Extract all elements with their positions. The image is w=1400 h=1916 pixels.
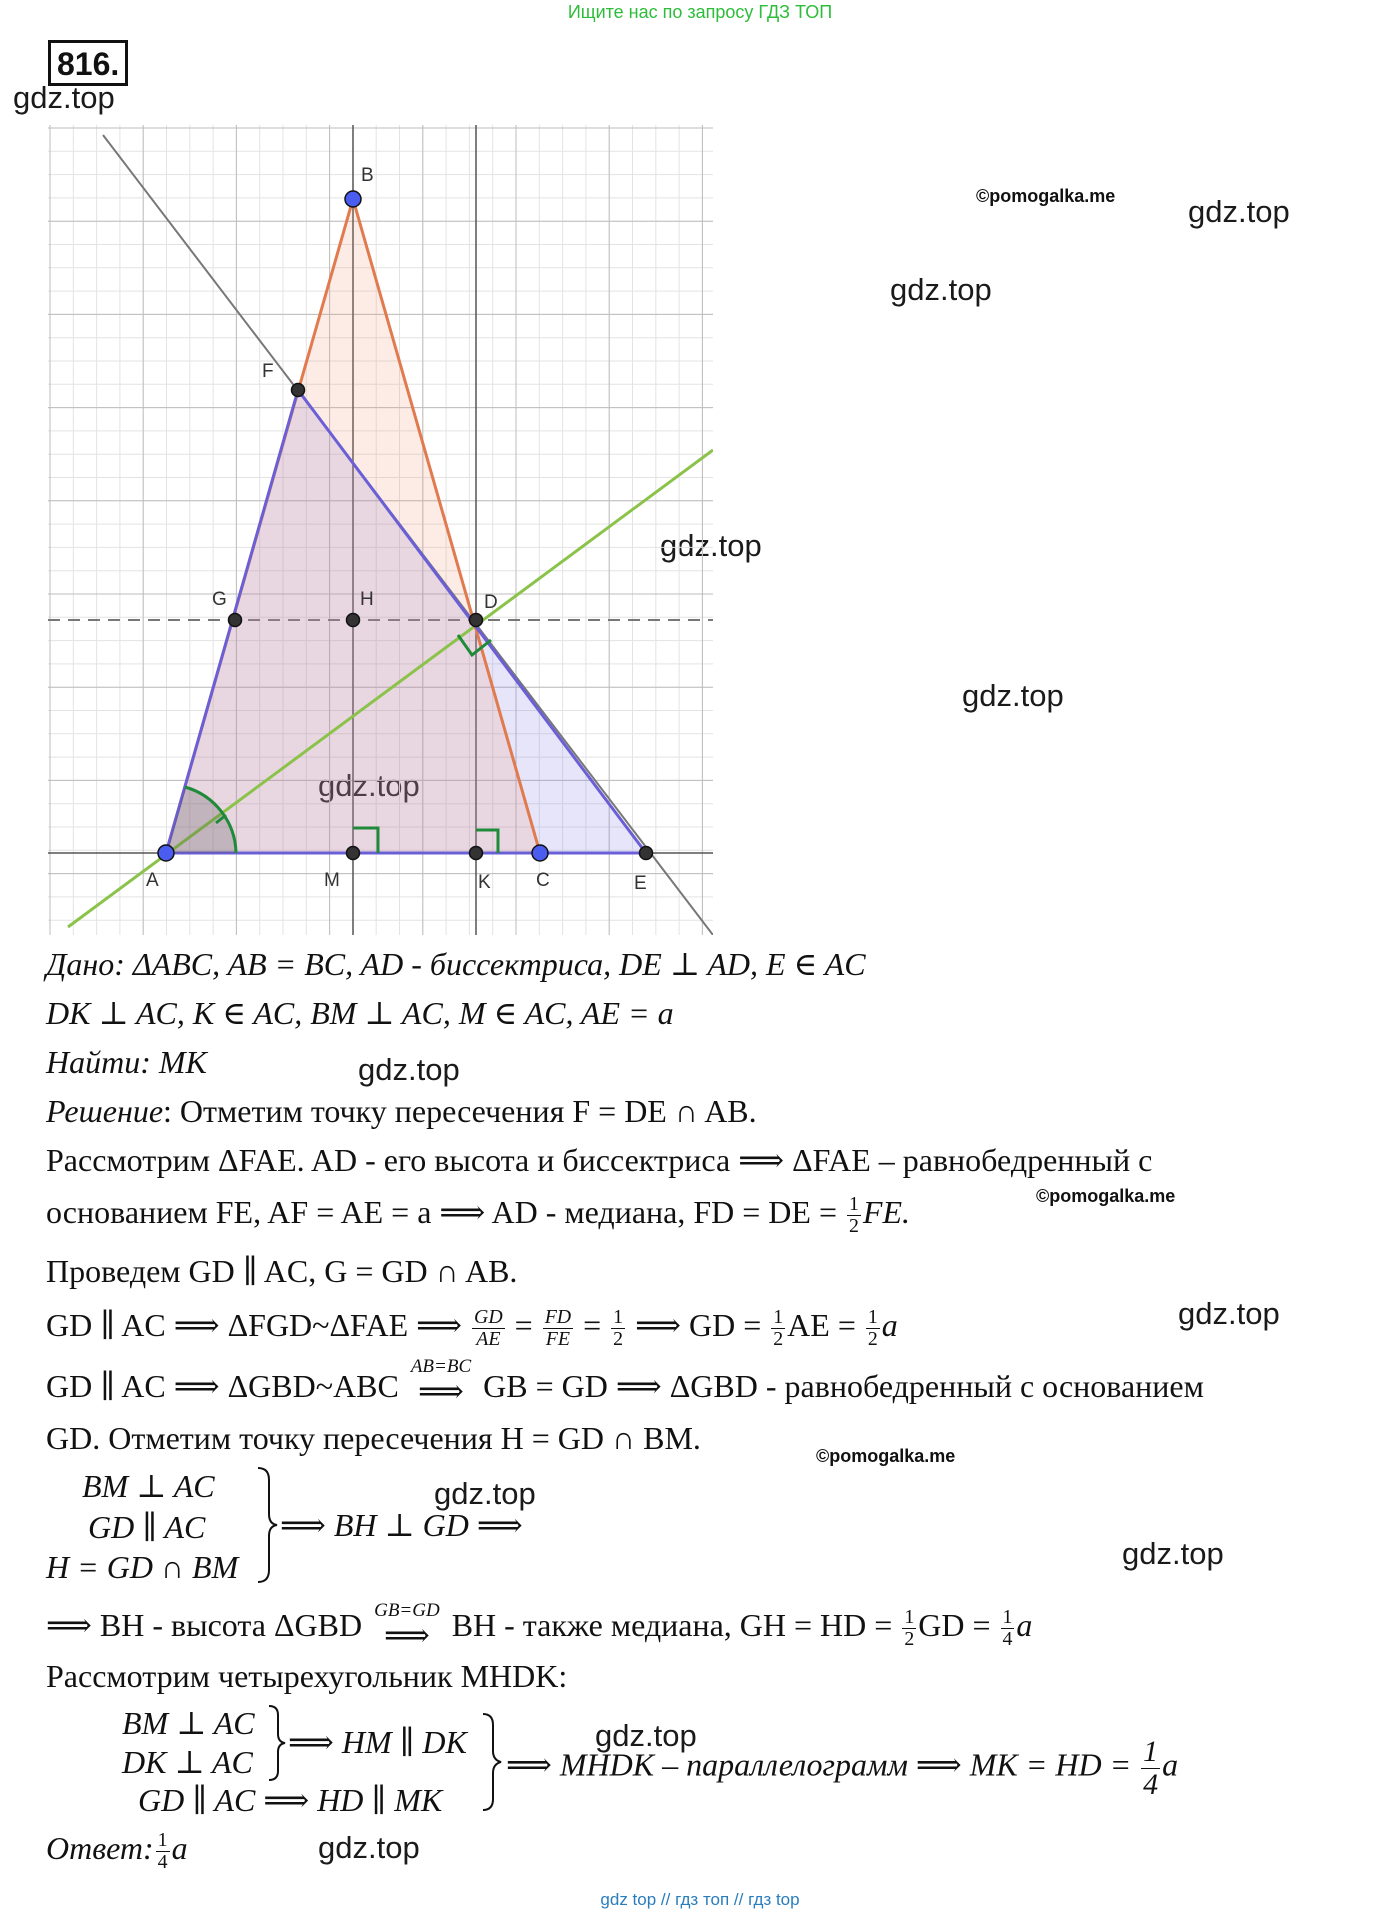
- text-segment: AE =: [787, 1307, 864, 1343]
- label-b: B: [361, 165, 374, 186]
- label-c: C: [536, 870, 550, 891]
- label-d: D: [484, 592, 498, 613]
- find-label: Найти: [46, 1044, 141, 1080]
- system-2-result: [506, 1736, 1178, 1800]
- right-brace: [480, 1712, 504, 1812]
- fraction-half: $\frac{1}{2}$: [867, 1306, 878, 1351]
- fraction-half: $\frac{1}{2}$: [773, 1306, 784, 1351]
- text-segment: FE.: [862, 1194, 911, 1230]
- solution-line-2: Рассмотрим ΔFAE. AD - его высота и биссектриса ⟹ ΔFAE – равнобедренный с: [46, 1142, 1153, 1178]
- point-e: [640, 847, 653, 860]
- fraction-half: $\frac{1}{2}$: [849, 1193, 859, 1238]
- triangle-abc-fill: [166, 199, 540, 853]
- right-brace: [266, 1704, 288, 1782]
- implication-with-condition: GB=GD ⟹: [374, 1600, 440, 1653]
- geometry-figure: [48, 125, 713, 935]
- given-line-2: DK ⊥ AC, K ∈ AC, BM ⊥ AC, M ∈ AC, AE = a: [46, 995, 674, 1031]
- text-segment: ⟹ GD =: [627, 1307, 770, 1343]
- text-segment: a: [1162, 1746, 1179, 1783]
- point-d: [470, 614, 483, 627]
- text-segment: ⟹ BH - высота ΔGBD: [46, 1607, 371, 1644]
- answer-value: a: [171, 1830, 188, 1866]
- system-2-line-3: GD ∥ AC ⟹ HD ∥ MK: [138, 1782, 443, 1818]
- text-segment: a: [1016, 1607, 1033, 1644]
- point-b: [345, 191, 361, 207]
- text-segment: GD ∥ AC ⟹ ΔFGD~ΔFAE ⟹: [46, 1307, 470, 1343]
- system-1-line-3: H = GD ∩ BM: [46, 1549, 239, 1585]
- implication-with-condition: AB=BC ⟹: [410, 1356, 472, 1409]
- text-segment: GB = GD ⟹ ΔGBD - равнобедренный с основанием: [475, 1368, 1204, 1404]
- fraction-quarter: $\frac{1}{4}$: [157, 1829, 168, 1874]
- copyright-mark: ©pomogalka.me: [816, 1446, 956, 1466]
- watermark: gdz.top: [318, 1830, 420, 1865]
- answer-line: [46, 1828, 188, 1873]
- label-f: F: [262, 361, 274, 382]
- point-h: [347, 614, 360, 627]
- point-c: [532, 845, 548, 861]
- solution-line-7: GD. Отметим точку пересечения H = GD ∩ BM.: [46, 1420, 701, 1456]
- text-segment: a: [881, 1307, 898, 1343]
- given-text: : ΔABC, AB = BC, AD - биссектриса, DE ⊥ AD, E ∈ AC: [114, 946, 866, 982]
- solution-line-9: Рассмотрим четырехугольник MHDK:: [46, 1658, 568, 1694]
- point-m: [347, 847, 360, 860]
- label-e: E: [634, 873, 647, 894]
- fraction-half: $\frac{1}{2}$: [613, 1306, 624, 1351]
- footer: gdz top // гдз топ // гдз top: [600, 1890, 800, 1909]
- watermark: gdz.top: [358, 1052, 460, 1087]
- watermark: gdz.top: [1178, 1296, 1280, 1331]
- answer-label: Ответ: [46, 1830, 143, 1866]
- label-k: K: [478, 872, 491, 893]
- text-segment: :: [143, 1830, 154, 1866]
- watermark: gdz.top: [962, 678, 1064, 713]
- label-h: H: [360, 589, 374, 610]
- label-m: M: [324, 870, 340, 891]
- solution-line-6: [46, 1356, 1204, 1409]
- watermark: gdz.top: [595, 1718, 697, 1753]
- watermark: gdz.top: [660, 528, 762, 563]
- point-a: [158, 845, 174, 861]
- fraction-half: $\frac{1}{2}$: [904, 1606, 915, 1651]
- system-1-line-1: BM ⊥ AC: [82, 1468, 215, 1504]
- system-1-line-2: GD ∥ AC: [88, 1509, 206, 1545]
- text-segment: BH - также медиана, GH = HD =: [443, 1607, 901, 1644]
- watermark: gdz.top: [434, 1476, 536, 1511]
- solution-text: : Отметим точку пересечения F = DE ∩ AB.: [163, 1093, 757, 1129]
- fraction-quarter: $\frac{1}{4}$: [1143, 1735, 1159, 1801]
- text-segment: =: [575, 1307, 610, 1343]
- solution-line-1: [46, 1091, 757, 1131]
- text-segment: =: [506, 1307, 541, 1343]
- solution-line-5: [46, 1305, 898, 1350]
- text-segment: GD =: [918, 1607, 999, 1644]
- system-2-line-2: DK ⊥ AC: [122, 1744, 253, 1780]
- system-2-line-1: BM ⊥ AC: [122, 1705, 255, 1741]
- right-brace: [255, 1466, 279, 1584]
- solution-line-4: Проведем GD ∥ AC, G = GD ∩ AB.: [46, 1253, 518, 1289]
- point-f: [292, 384, 305, 397]
- problem-number: 816.: [48, 40, 128, 86]
- system-1-result: ⟹ BH ⊥ GD ⟹: [280, 1507, 523, 1543]
- text-segment: ⟹ MHDK – параллелограмм ⟹ MK = HD =: [506, 1746, 1140, 1783]
- point-k: [470, 847, 483, 860]
- fraction-fd-fe: $\frac{FD}{FE}$: [544, 1306, 572, 1351]
- fraction-quarter: $\frac{1}{4}$: [1002, 1606, 1013, 1651]
- copyright-mark: ©pomogalka.me: [976, 186, 1116, 206]
- fraction-gd-ae: $\frac{GD}{AE}$: [474, 1306, 503, 1351]
- solution-line-8: [46, 1600, 1033, 1653]
- text-segment: основанием FE, AF = AE = a ⟹ AD - медиана, FD = DE =: [46, 1194, 845, 1230]
- watermark: gdz.top: [890, 272, 992, 307]
- watermark: gdz.top: [13, 80, 115, 115]
- watermark: gdz.top: [1122, 1536, 1224, 1571]
- watermark: gdz.top: [1188, 194, 1290, 229]
- system-2-mid: ⟹ HM ∥ DK: [288, 1724, 467, 1760]
- find-text: : MK: [140, 1044, 207, 1080]
- text-segment: GD ∥ AC ⟹ ΔGBD~ABC: [46, 1368, 407, 1404]
- top-banner: Ищите нас по запросу ГДЗ ТОП: [567, 2, 833, 22]
- copyright-mark: ©pomogalka.me: [1036, 1186, 1176, 1206]
- given-line-1: [46, 944, 866, 984]
- find-line: [46, 1042, 207, 1082]
- solution-line-3: [46, 1192, 910, 1237]
- label-g: G: [212, 589, 227, 610]
- given-label: Дано: [46, 946, 115, 982]
- point-g: [229, 614, 242, 627]
- label-a: A: [146, 870, 159, 891]
- solution-label: Решение: [46, 1093, 164, 1129]
